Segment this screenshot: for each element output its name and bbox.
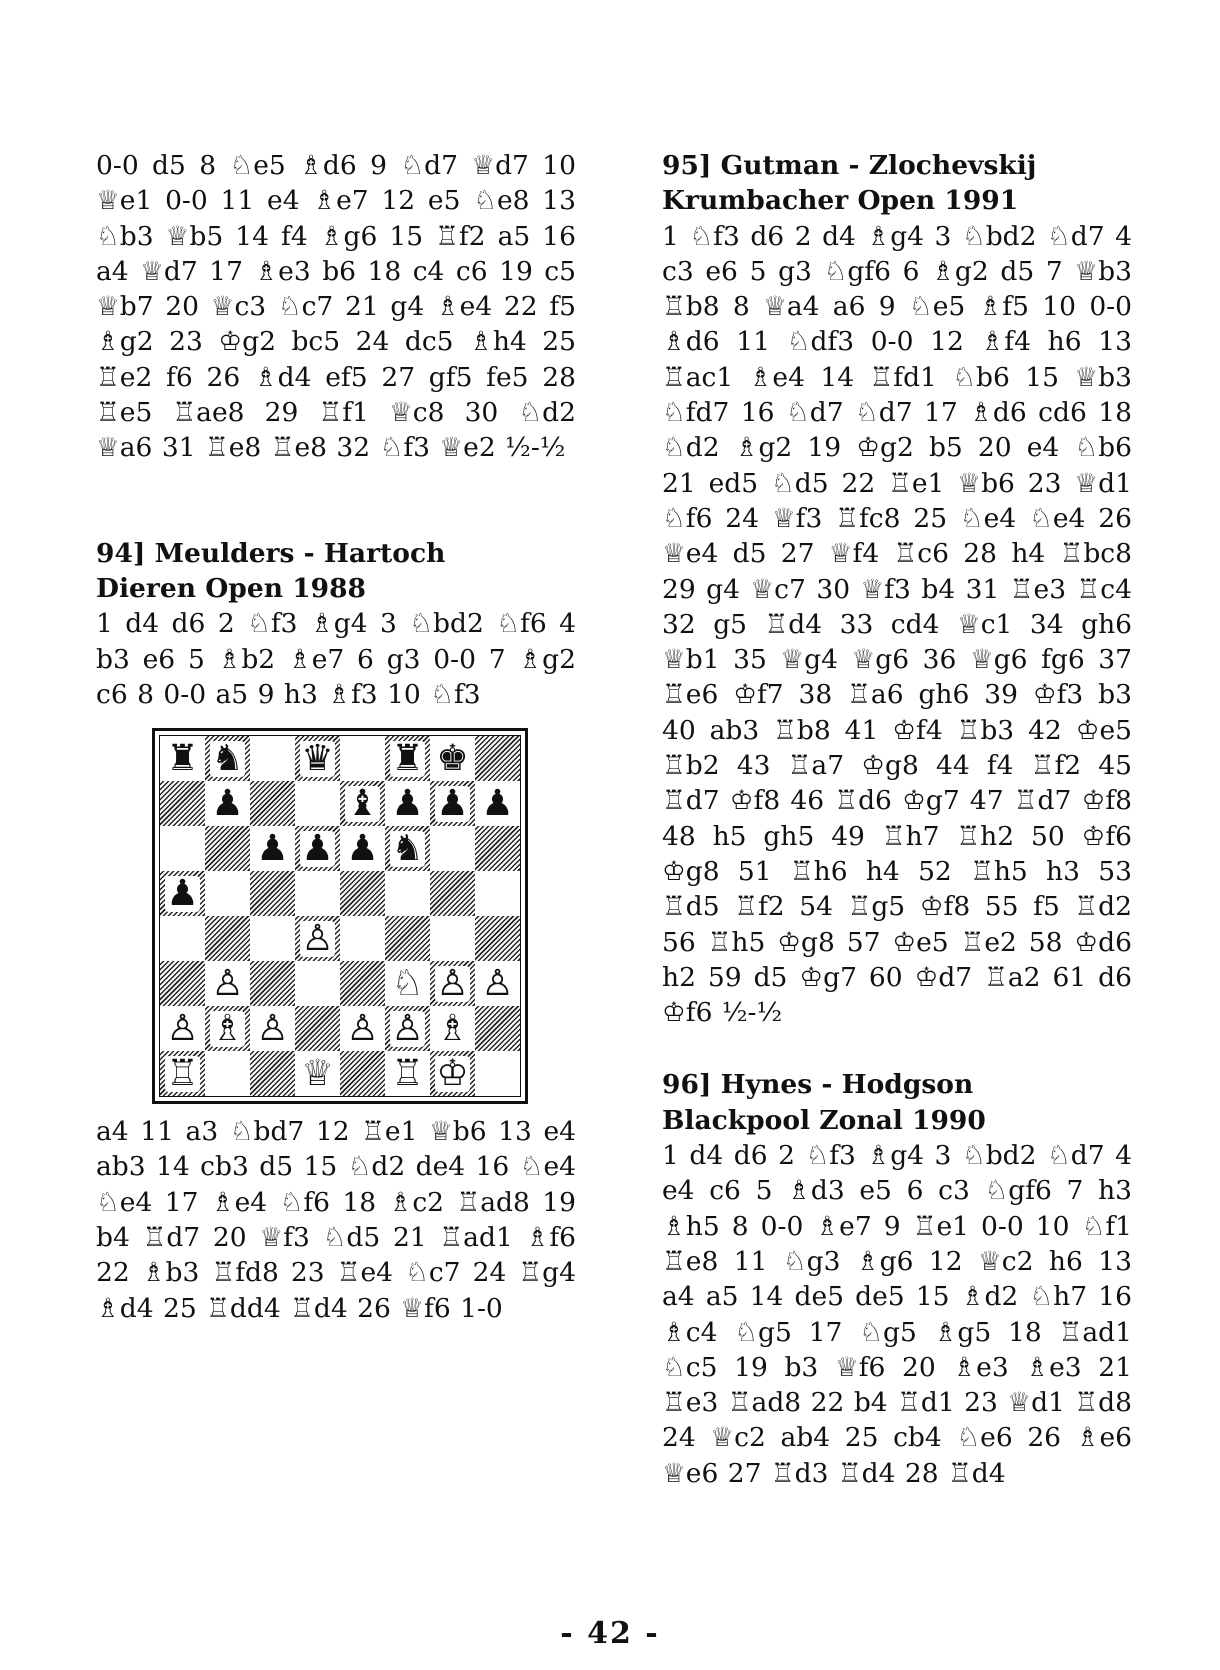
square-c7	[250, 781, 295, 826]
game94-moves-after-diagram: a4 11 a3 ♘bd7 12 ♖e1 ♕b6 13 e4 ab3 14 cb3 d5 15 ♘d2 de4 16 ♘e4 ♘e4 17 ♗e4 ♘f6 18 ♗c2 ♖ad8 19 b4 ♖d7 20 ♕f3 ♘d5 21 ♖ad1 ♗f6 22 ♗b3 ♖fd8 23 ♖e4 ♘c7 24 ♖g4 ♗d4 25 ♖dd4 ♖d4 26 ♕f6 1-0	[96, 1116, 576, 1324]
chess-piece-icon: ♟	[211, 782, 244, 824]
square-g6	[430, 826, 475, 871]
game95-moves: 1 ♘f3 d6 2 d4 ♗g4 3 ♘bd2 ♘d7 4 c3 e6 5 g3 ♘gf6 6 ♗g2 d5 7 ♕b3 ♖b8 8 ♕a4 a6 9 ♘e5 ♗f5 10 0-0 ♗d6 11 ♘df3 0-0 12 ♗f4 h6 13 ♖ac1 ♗e4 14 ♖fd1 ♘b6 15 ♕b3 ♘fd7 16 ♘d7 ♘d7 17 ♗d6 cd6 18 ♘d2 ♗g2 19 ♔g2 b5 20 e4 ♘b6 21 ed5 ♘d5 22 ♖e1 ♕b6 23 ♕d1 ♘f6 24 ♕f3 ♖fc8 25 ♘e4 ♘e4 26 ♕e4 d5 27 ♕f4 ♖c6 28 h4 ♖bc8 29 g4 ♕c7 30 ♕f3 b4 31 ♖e3 ♖c4 32 g5 ♖d4 33 cd4 ♕c1 34 gh6 ♕b1 35 ♕g4 ♕g6 36 ♕g6 fg6 37 ♖e6 ♔f7 38 ♖a6 gh6 39 ♔f3 b3 40 ab3 ♖b8 41 ♔f4 ♖b3 42 ♔e5 ♖b2 43 ♖a7 ♔g8 44 f4 ♖f2 45 ♖d7 ♔f8 46 ♖d6 ♔g7 47 ♖d7 ♔f8 48 h5 gh5 49 ♖h7 ♖h2 50 ♔f6 ♔g8 51 ♖h6 h4 52 ♖h5 h3 53 ♖d5 ♖f2 54 ♖g5 ♔f8 55 f5 ♖d2 56 ♖h5 ♔g8 57 ♔e5 ♖e2 58 ♔d6 h2 59 d5 ♔g7 60 ♔d7 ♖a2 61 d6 ♔f6 ½-½	[662, 220, 1132, 1029]
page-number: - 42 -	[560, 1616, 660, 1651]
chess-piece-icon: ♕	[301, 1052, 334, 1094]
chess-piece-icon: ♙	[391, 1007, 424, 1049]
game94-moves-before-diagram: 1 d4 d6 2 ♘f3 ♗g4 3 ♘bd2 ♘f6 4 b3 e6 5 ♗b2 ♗e7 6 g3 0-0 7 ♗g2 c6 8 0-0 a5 9 h3 ♗f3 10 ♘f3	[96, 608, 576, 710]
square-d5	[295, 871, 340, 916]
square-h1	[475, 1051, 520, 1096]
square-d3	[295, 961, 340, 1006]
square-a5	[160, 871, 205, 916]
square-e3	[340, 961, 385, 1006]
chess-piece-icon: ♝	[346, 782, 379, 824]
square-h3	[475, 961, 520, 1006]
square-a8	[160, 736, 205, 781]
square-h5	[475, 871, 520, 916]
square-g8	[430, 736, 475, 781]
square-e5	[340, 871, 385, 916]
chess-piece-icon: ♟	[436, 782, 469, 824]
chess-piece-icon: ♜	[391, 737, 424, 779]
square-b4	[205, 916, 250, 961]
chess-piece-icon: ♙	[211, 962, 244, 1004]
chess-piece-icon: ♙	[166, 1007, 199, 1049]
square-g1	[430, 1051, 475, 1096]
chess-piece-icon: ♟	[301, 827, 334, 869]
square-g3	[430, 961, 475, 1006]
square-b8	[205, 736, 250, 781]
square-c8	[250, 736, 295, 781]
square-f8	[385, 736, 430, 781]
square-b5	[205, 871, 250, 916]
chess-piece-icon: ♔	[436, 1052, 469, 1094]
game94-title: 94] Meulders - Hartoch	[96, 537, 446, 569]
square-f5	[385, 871, 430, 916]
square-a7	[160, 781, 205, 826]
square-h8	[475, 736, 520, 781]
square-d8	[295, 736, 340, 781]
square-f1	[385, 1051, 430, 1096]
square-g2	[430, 1006, 475, 1051]
square-c2	[250, 1006, 295, 1051]
chess-piece-icon: ♟	[481, 782, 514, 824]
chess-piece-icon: ♖	[391, 1052, 424, 1094]
chess-piece-icon: ♜	[166, 737, 199, 779]
chess-piece-icon: ♟	[391, 782, 424, 824]
chess-piece-icon: ♗	[211, 1007, 244, 1049]
square-h4	[475, 916, 520, 961]
square-f6	[385, 826, 430, 871]
square-b7	[205, 781, 250, 826]
square-h6	[475, 826, 520, 871]
game93-continuation-moves: 0-0 d5 8 ♘e5 ♗d6 9 ♘d7 ♕d7 10 ♕e1 0-0 11 e4 ♗e7 12 e5 ♘e8 13 ♘b3 ♕b5 14 f4 ♗g6 15 ♖f2 a5 16 a4 ♕d7 17 ♗e3 b6 18 c4 c6 19 c5 ♕b7 20 ♕c3 ♘c7 21 g4 ♗e4 22 f5 ♗g2 23 ♔g2 bc5 24 dc5 ♗h4 25 ♖e2 f6 26 ♗d4 ef5 27 gf5 fe5 28 ♖e5 ♖ae8 29 ♖f1 ♕c8 30 ♘d2 ♕a6 31 ♖e8 ♖e8 32 ♘f3 ♕e2 ½-½	[96, 150, 576, 464]
square-c5	[250, 871, 295, 916]
game96-event: Blackpool Zonal 1990	[662, 1104, 986, 1136]
square-a3	[160, 961, 205, 1006]
square-d2	[295, 1006, 340, 1051]
chess-piece-icon: ♙	[481, 962, 514, 1004]
square-a2	[160, 1006, 205, 1051]
square-a4	[160, 916, 205, 961]
square-e2	[340, 1006, 385, 1051]
square-g4	[430, 916, 475, 961]
square-b3	[205, 961, 250, 1006]
chess-piece-icon: ♘	[391, 962, 424, 1004]
square-c3	[250, 961, 295, 1006]
square-c6	[250, 826, 295, 871]
chess-piece-icon: ♛	[301, 737, 334, 779]
square-h2	[475, 1006, 520, 1051]
chess-piece-icon: ♙	[301, 917, 334, 959]
left-column	[96, 148, 576, 1326]
chess-piece-icon: ♟	[166, 872, 199, 914]
square-b2	[205, 1006, 250, 1051]
square-c4	[250, 916, 295, 961]
chess-piece-icon: ♟	[346, 827, 379, 869]
square-d1	[295, 1051, 340, 1096]
chess-piece-icon: ♞	[391, 827, 424, 869]
chess-piece-icon: ♙	[346, 1007, 379, 1049]
chess-piece-icon: ♟	[256, 827, 289, 869]
chess-piece-icon: ♚	[436, 737, 469, 779]
chess-board	[159, 735, 521, 1097]
game96-moves: 1 d4 d6 2 ♘f3 ♗g4 3 ♘bd2 ♘d7 4 e4 c6 5 ♗d3 e5 6 c3 ♘gf6 7 h3 ♗h5 8 0-0 ♗e7 9 ♖e1 0-0 10 ♘f1 ♖e8 11 ♘g3 ♗g6 12 ♕c2 h6 13 a4 a5 14 de5 de5 15 ♗d2 ♘h7 16 ♗c4 ♘g5 17 ♘g5 ♗g5 18 ♖ad1 ♘c5 19 b3 ♕f6 20 ♗e3 ♗e3 21 ♖e3 ♖ad8 22 b4 ♖d1 23 ♕d1 ♖d8 24 ♕c2 ab4 25 cb4 ♘e6 26 ♗e6 ♕e6 27 ♖d3 ♖d4 28 ♖d4	[662, 1140, 1132, 1489]
chess-piece-icon: ♙	[256, 1007, 289, 1049]
square-f3	[385, 961, 430, 1006]
square-a1	[160, 1051, 205, 1096]
game96-title: 96] Hynes - Hodgson	[662, 1069, 974, 1101]
square-a6	[160, 826, 205, 871]
square-c1	[250, 1051, 295, 1096]
square-d7	[295, 781, 340, 826]
square-d6	[295, 826, 340, 871]
game95-title: 95] Gutman - Zlochevskij	[662, 150, 1037, 181]
square-f2	[385, 1006, 430, 1051]
square-e6	[340, 826, 385, 871]
square-e1	[340, 1051, 385, 1096]
game95-event: Krumbacher Open 1991	[662, 185, 1019, 217]
square-b1	[205, 1051, 250, 1096]
chess-piece-icon: ♗	[436, 1007, 469, 1049]
square-d4	[295, 916, 340, 961]
square-h7	[475, 781, 520, 826]
game94-event: Dieren Open 1988	[96, 572, 366, 604]
square-e4	[340, 916, 385, 961]
square-f4	[385, 916, 430, 961]
chess-piece-icon: ♙	[436, 962, 469, 1004]
chess-piece-icon: ♖	[166, 1052, 199, 1094]
chess-piece-icon: ♞	[211, 737, 244, 779]
right-column	[662, 148, 1132, 1491]
square-f7	[385, 781, 430, 826]
square-e8	[340, 736, 385, 781]
chess-diagram	[152, 728, 528, 1104]
square-g7	[430, 781, 475, 826]
square-e7	[340, 781, 385, 826]
square-g5	[430, 871, 475, 916]
square-b6	[205, 826, 250, 871]
